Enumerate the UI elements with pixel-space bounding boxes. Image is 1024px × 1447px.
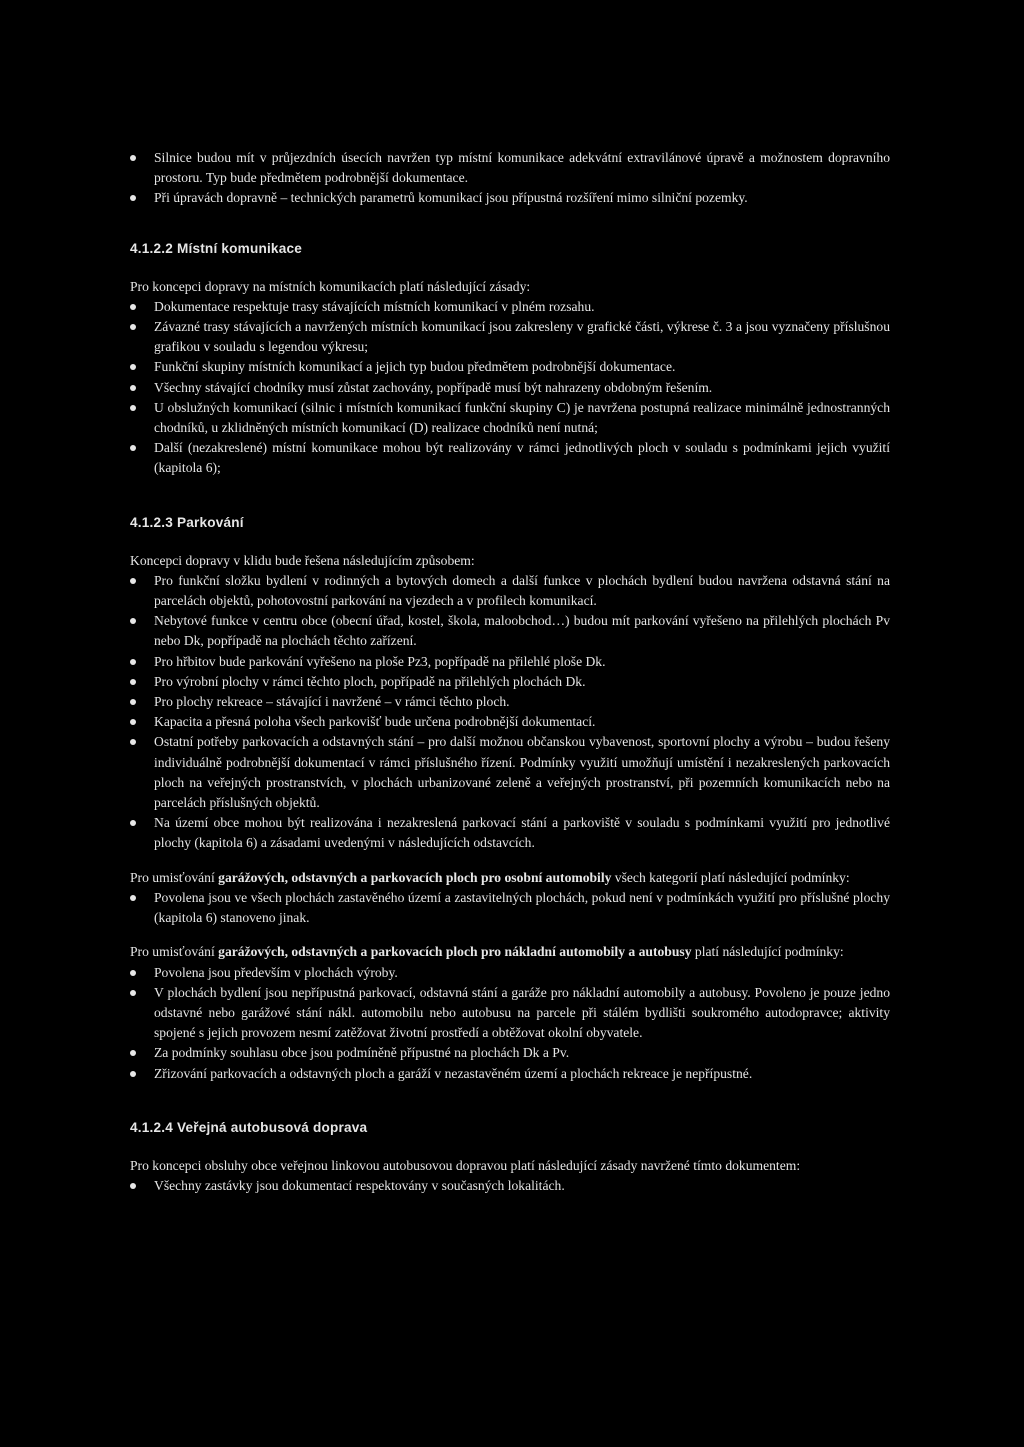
bullet-icon <box>130 679 136 685</box>
bullet-icon <box>130 618 136 624</box>
section-intro: Pro koncepci obsluhy obce veřejnou linkovou autobusovou dopravou platí následující zásady navržené tímto dokumentem: <box>130 1157 801 1173</box>
autobusova-doprava-list <box>130 1176 890 1196</box>
section-intro: Koncepci dopravy v klidu bude řešena následujícím způsobem: <box>130 552 475 568</box>
list-item: Povolena jsou především v plochách výroby. <box>130 963 890 983</box>
list-item: Pro výrobní plochy v rámci těchto ploch, popřípadě na přilehlých plochách Dk. <box>130 672 890 692</box>
emphasis-text: garážových, odstavných a parkovacích ploch pro nákladní automobily a autobusy <box>218 944 692 960</box>
list-item: V plochách bydlení jsou nepřípustná parkovací, odstavná stání a garáže pro nákladní automobily a autobusy. Povoleno je pouze jedno odstavné nebo garážové stání nákl. automobilu nebo autobusu na parcele při stálém bydlišti soukromého autodopravce; aktivity spojené s jejich provozem nesmí zatěžovat životní prostředí a obtěžovat okolní obyvatele. <box>130 983 890 1044</box>
bullet-icon <box>130 385 136 391</box>
bullet-icon <box>130 155 136 161</box>
parkovani-list <box>130 571 890 854</box>
list-item: Pro funkční složku bydlení v rodinných a bytových domech a další funkce v plochách bydlení budou navržena odstavná stání na parcelách objektů, pohotovostní parkování na vjezdech a v profilech komunikací. <box>130 571 890 611</box>
bullet-icon <box>130 699 136 705</box>
bullet-icon <box>130 324 136 330</box>
list-item: Další (nezakreslené) místní komunikace mohou být realizovány v rámci jednotlivých ploch v souladu s podmínkami jejich využití (kapitola 6); <box>130 438 890 478</box>
bullet-icon <box>130 895 136 901</box>
document-page <box>130 148 890 1196</box>
bullet-icon <box>130 990 136 996</box>
list-item: Při úpravách dopravně – technických parametrů komunikací jsou přípustná rozšíření mimo silniční pozemky. <box>130 188 890 208</box>
bullet-icon <box>130 364 136 370</box>
bullet-icon <box>130 1071 136 1077</box>
bullet-icon <box>130 739 136 745</box>
emphasis-text: garážových, odstavných a parkovacích ploch pro osobní automobily <box>218 869 612 885</box>
list-item: Dokumentace respektuje trasy stávajících místních komunikací v plném rozsahu. <box>130 297 890 317</box>
list-item: Ostatní potřeby parkovacích a odstavných stání – pro další možnou občanskou vybavenost, sportovní plochy a výrobu – budou řešeny individuálně podrobnější dokumentací v rámci příslušného řízení. Podmínky využití umožňují umístění i nezakreslených parkovacích ploch na veřejných prostranstvích, v plochách urbanizované zeleně a veřejných prostranství, při pozemních komunikacích nebo na parcelách příslušných objektů. <box>130 732 890 813</box>
bullet-icon <box>130 820 136 826</box>
section-intro: Pro koncepci dopravy na místních komunikacích platí následující zásady: <box>130 278 531 294</box>
list-item: Povolena jsou ve všech plochách zastavěného území a zastavitelných plochách, pokud není v podmínkách využití pro příslušné plochy (kapitola 6) stanoveno jinak. <box>130 888 890 928</box>
list-item: Pro plochy rekreace – stávající i navržené – v rámci těchto ploch. <box>130 692 890 712</box>
intro-list <box>130 148 890 209</box>
list-item: Závazné trasy stávajících a navržených místních komunikací jsou zakresleny v grafické části, výkrese č. 3 a jsou vyznačeny příslušnou grafikou v souladu s legendou výkresu; <box>130 317 890 357</box>
osobni-automobily-list <box>130 888 890 928</box>
section-heading-parkovani: 4.1.2.3 Parkování <box>130 514 244 530</box>
bullet-icon <box>130 970 136 976</box>
list-item: Zřizování parkovacích a odstavných ploch a garáží v nezastavěném území a plochách rekreace je nepřípustné. <box>130 1064 890 1084</box>
bullet-icon <box>130 304 136 310</box>
osobni-automobily-paragraph: Pro umisťování garážových, odstavných a parkovacích ploch pro osobní automobily všech kategorií platí následující podmínky: <box>130 869 850 885</box>
list-item: Všechny stávající chodníky musí zůstat zachovány, popřípadě musí být nahrazeny obdobným řešením. <box>130 378 890 398</box>
bullet-icon <box>130 659 136 665</box>
list-item: Kapacita a přesná poloha všech parkovišť bude určena podrobnější dokumentací. <box>130 712 890 732</box>
nakladni-automobily-list <box>130 963 890 1084</box>
bullet-icon <box>130 1183 136 1189</box>
list-item: Všechny zastávky jsou dokumentací respektovány v současných lokalitách. <box>130 1176 890 1196</box>
list-item: Funkční skupiny místních komunikací a jejich typ budou předmětem podrobnější dokumentace. <box>130 357 890 377</box>
mistni-komunikace-list <box>130 297 890 479</box>
bullet-icon <box>130 445 136 451</box>
bullet-icon <box>130 405 136 411</box>
list-item: Za podmínky souhlasu obce jsou podmíněně přípustné na plochách Dk a Pv. <box>130 1043 890 1063</box>
section-heading-mistni-komunikace: 4.1.2.2 Místní komunikace <box>130 240 302 256</box>
section-heading-autobusova-doprava: 4.1.2.4 Veřejná autobusová doprava <box>130 1119 368 1135</box>
bullet-icon <box>130 578 136 584</box>
bullet-icon <box>130 195 136 201</box>
list-item: Nebytové funkce v centru obce (obecní úřad, kostel, škola, maloobchod…) budou mít parkování vyřešeno na přilehlých plochách Pv nebo Dk, popřípadě na plochách těchto zařízení. <box>130 611 890 651</box>
nakladni-automobily-paragraph: Pro umisťování garážových, odstavných a parkovacích ploch pro nákladní automobily a autobusy platí následující podmínky: <box>130 944 844 960</box>
bullet-icon <box>130 719 136 725</box>
bullet-icon <box>130 1050 136 1056</box>
list-item: Pro hřbitov bude parkování vyřešeno na ploše Pz3, popřípadě na přilehlé ploše Dk. <box>130 652 890 672</box>
list-item: Na území obce mohou být realizována i nezakreslená parkovací stání a parkoviště v souladu s podmínkami využití pro jednotlivé plochy (kapitola 6) a zásadami uvedenými v následujících odstavcích. <box>130 813 890 853</box>
list-item: Silnice budou mít v průjezdních úsecích navržen typ místní komunikace adekvátní extravilánové úpravě a možnostem dopravního prostoru. Typ bude předmětem podrobnější dokumentace. <box>130 148 890 188</box>
list-item: U obslužných komunikací (silnic i místních komunikací funkční skupiny C) je navržena postupná realizace minimálně jednostranných chodníků, u zklidněných místních komunikací (D) realizace chodníků není nutná; <box>130 398 890 438</box>
